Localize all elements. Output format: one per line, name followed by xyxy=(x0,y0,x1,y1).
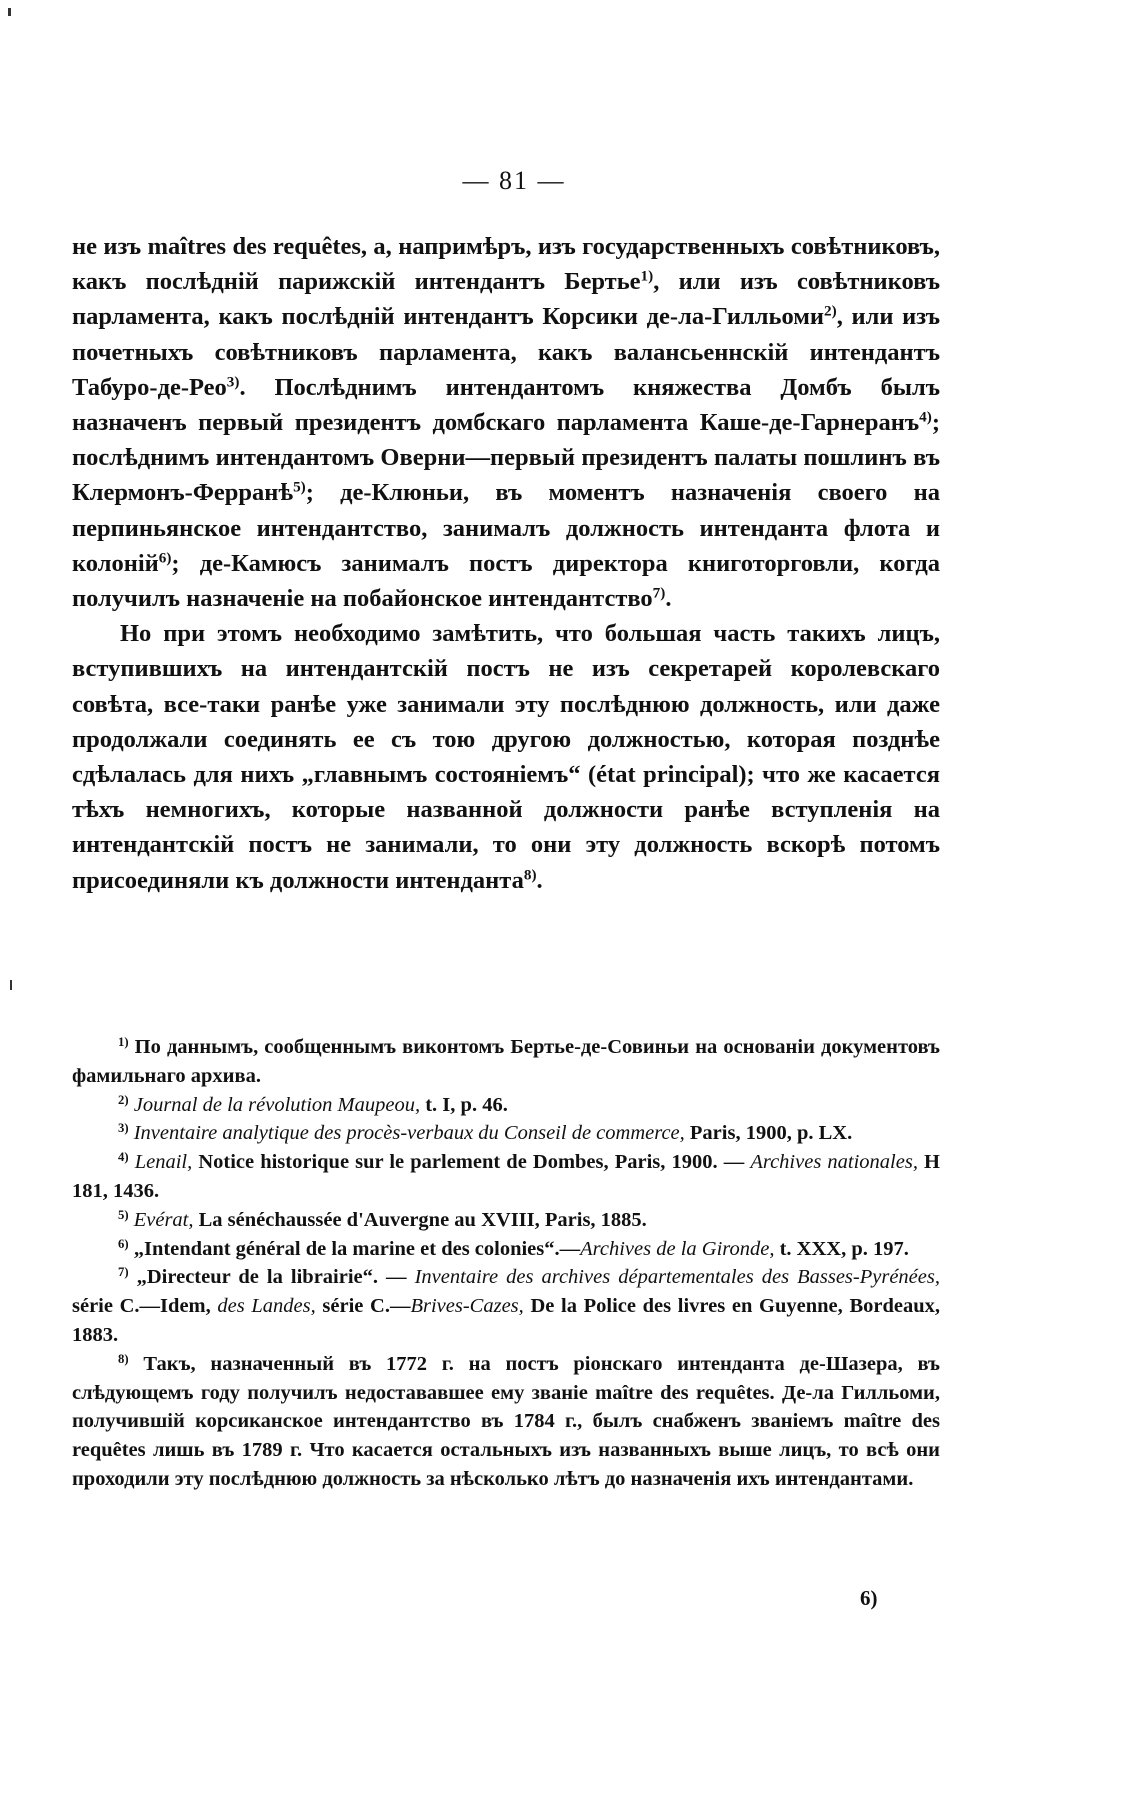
footnote-ref: 5) xyxy=(293,479,306,497)
footnote-ref: 3) xyxy=(226,373,240,391)
text-run: не изъ maîtres des requêtes, а, напримѣръ, изъ государственныхъ совѣтниковъ, какъ послѣдній парижскій интендантъ Бертье xyxy=(72,233,940,296)
page-number: — 81 — xyxy=(462,166,566,195)
footnote-text: Такъ, назначенный въ 1772 г. на постъ ріонскаго интенданта де-Шазера, въ слѣдующемъ году получилъ недостававшее ему званіе maître des requêtes. Де-ла Гилльоми, получившій корсиканское интендантство въ 1784 г., былъ снабженъ званіемъ maître des requêtes лишь въ 1789 г. Что касается остальныхъ изъ названныхъ выше лицъ, то всѣ они проходили эту послѣднюю должность за нѣсколько лѣтъ до назначенія ихъ интендантами. xyxy=(72,1352,940,1490)
footnote-mark: 2) xyxy=(118,1092,129,1107)
main-text xyxy=(72,229,940,898)
footnote-text: „Directeur de la librairie“. — xyxy=(128,1266,415,1289)
footnote-title: Inventaire analytique des procès-verbaux du Conseil de commerce, xyxy=(128,1122,685,1145)
footnote-6 xyxy=(72,1235,940,1264)
footnote-ref: 6) xyxy=(158,549,172,567)
footnote-title: Archives nationales, xyxy=(750,1151,918,1174)
footnote-mark: 1) xyxy=(118,1035,129,1050)
text-run: . xyxy=(665,585,672,613)
text-run: ; де-Камюсъ занималъ постъ директора книготорговли, когда получилъ назначеніе на побайонское интендантство xyxy=(72,549,940,613)
footnote-mark: 5) xyxy=(118,1207,129,1222)
footnote-author: Lenail, xyxy=(128,1151,193,1174)
footnote-mark: 4) xyxy=(118,1150,129,1165)
footnote-author: Brives-Cazes, xyxy=(410,1295,524,1318)
footnote-author: Evérat, xyxy=(128,1208,194,1231)
footnote-ref: 4) xyxy=(919,408,932,426)
footnote-2 xyxy=(72,1091,940,1120)
footnote-text: Notice historique sur le parlement de Dombes, Paris, 1900. — xyxy=(192,1151,751,1174)
text-run: , или изъ совѣтниковъ парламента, какъ послѣдній интендантъ Корсики де-ла-Гилльоми xyxy=(72,268,941,331)
footnote-8 xyxy=(72,1350,940,1494)
footnote-title: Archives de la Gironde, xyxy=(580,1237,775,1260)
footnote-4 xyxy=(72,1148,940,1206)
footnote-text: „Intendant général de la marine et des colonies“.— xyxy=(128,1237,581,1260)
paragraph-2 xyxy=(72,616,940,898)
footnote-mark: 3) xyxy=(118,1121,129,1136)
catchword: 6) xyxy=(860,1586,878,1610)
footnote-ref: 1) xyxy=(640,267,654,285)
footnote-text: t. XXX, p. 197. xyxy=(774,1237,909,1260)
footnote-7 xyxy=(72,1263,940,1349)
footnote-mark: 6) xyxy=(118,1236,129,1251)
footnote-text: De la Police des livres en Guyenne, Bordeaux, 1883. xyxy=(72,1295,940,1346)
footnote-ref: 7) xyxy=(652,584,666,602)
footnote-1 xyxy=(72,1033,940,1091)
footnote-title: des Landes, xyxy=(217,1295,316,1318)
footnote-text: La sénéchaussée d'Auvergne au XVIII, Paris, 1885. xyxy=(193,1208,647,1231)
footnote-mark: 7) xyxy=(118,1265,129,1280)
footnote-ref: 8) xyxy=(523,866,537,884)
text-run: , или изъ почетныхъ совѣтниковъ парламента, какъ валансьеннскій интендантъ Табуро-де-Рео xyxy=(72,303,940,401)
footnote-5 xyxy=(72,1206,940,1235)
text-run: . Послѣднимъ интендантомъ княжества Домбъ былъ назначенъ первый президентъ домбскаго парламента Каше-де-Гарнеранъ xyxy=(72,373,940,437)
footnote-text: H 181, 1436. xyxy=(72,1151,941,1202)
footnotes xyxy=(72,1033,940,1494)
footnote-text: série C.— xyxy=(315,1295,411,1318)
text-run: ; послѣднимъ интендантомъ Оверни—первый президентъ палаты пошлинъ въ Клермонъ-Ферранѣ xyxy=(72,409,940,507)
footnote-text: série C.—Idem, xyxy=(72,1295,218,1318)
footnote-text: Paris, 1900, p. LX. xyxy=(684,1122,853,1145)
corner-mark xyxy=(8,8,11,16)
margin-mark xyxy=(10,980,12,990)
paragraph-1 xyxy=(72,229,940,616)
footnote-3 xyxy=(72,1119,940,1148)
footnote-mark: 8) xyxy=(118,1351,129,1366)
footnote-title: Inventaire des archives départementales des Basses-Pyrénées, xyxy=(414,1266,940,1289)
text-run: . xyxy=(536,866,543,894)
text-run: ; де-Клюньи, въ моментъ назначенія своего на перпиньянское интендантство, занималъ должность интенданта флота и колоній xyxy=(72,479,940,577)
footnote-text: По даннымъ, сообщеннымъ виконтомъ Бертье-де-Совиньи на основаніи документовъ фамильнаго архива. xyxy=(72,1036,940,1087)
footnote-title: Journal de la révolution Maupeou, xyxy=(128,1093,421,1116)
text-run: Но при этомъ необходимо замѣтить, что большая часть такихъ лицъ, вступившихъ на интендантскій постъ не изъ секретарей королевскаго совѣта, все-таки ранѣе уже занимали эту послѣднюю должность, или даже продолжали соединять ее съ тою другою должностью, которая позднѣе сдѣлалась для нихъ „главнымъ состояніемъ“ (état principal); что же касается тѣхъ немногихъ, которые названной должности ранѣе вступленія на интендантскій постъ не занимали, то они эту должность вскорѣ потомъ присоединяли къ должности интенданта xyxy=(72,620,940,894)
footnote-text: t. I, p. 46. xyxy=(420,1093,508,1116)
footnote-ref: 2) xyxy=(824,303,837,321)
